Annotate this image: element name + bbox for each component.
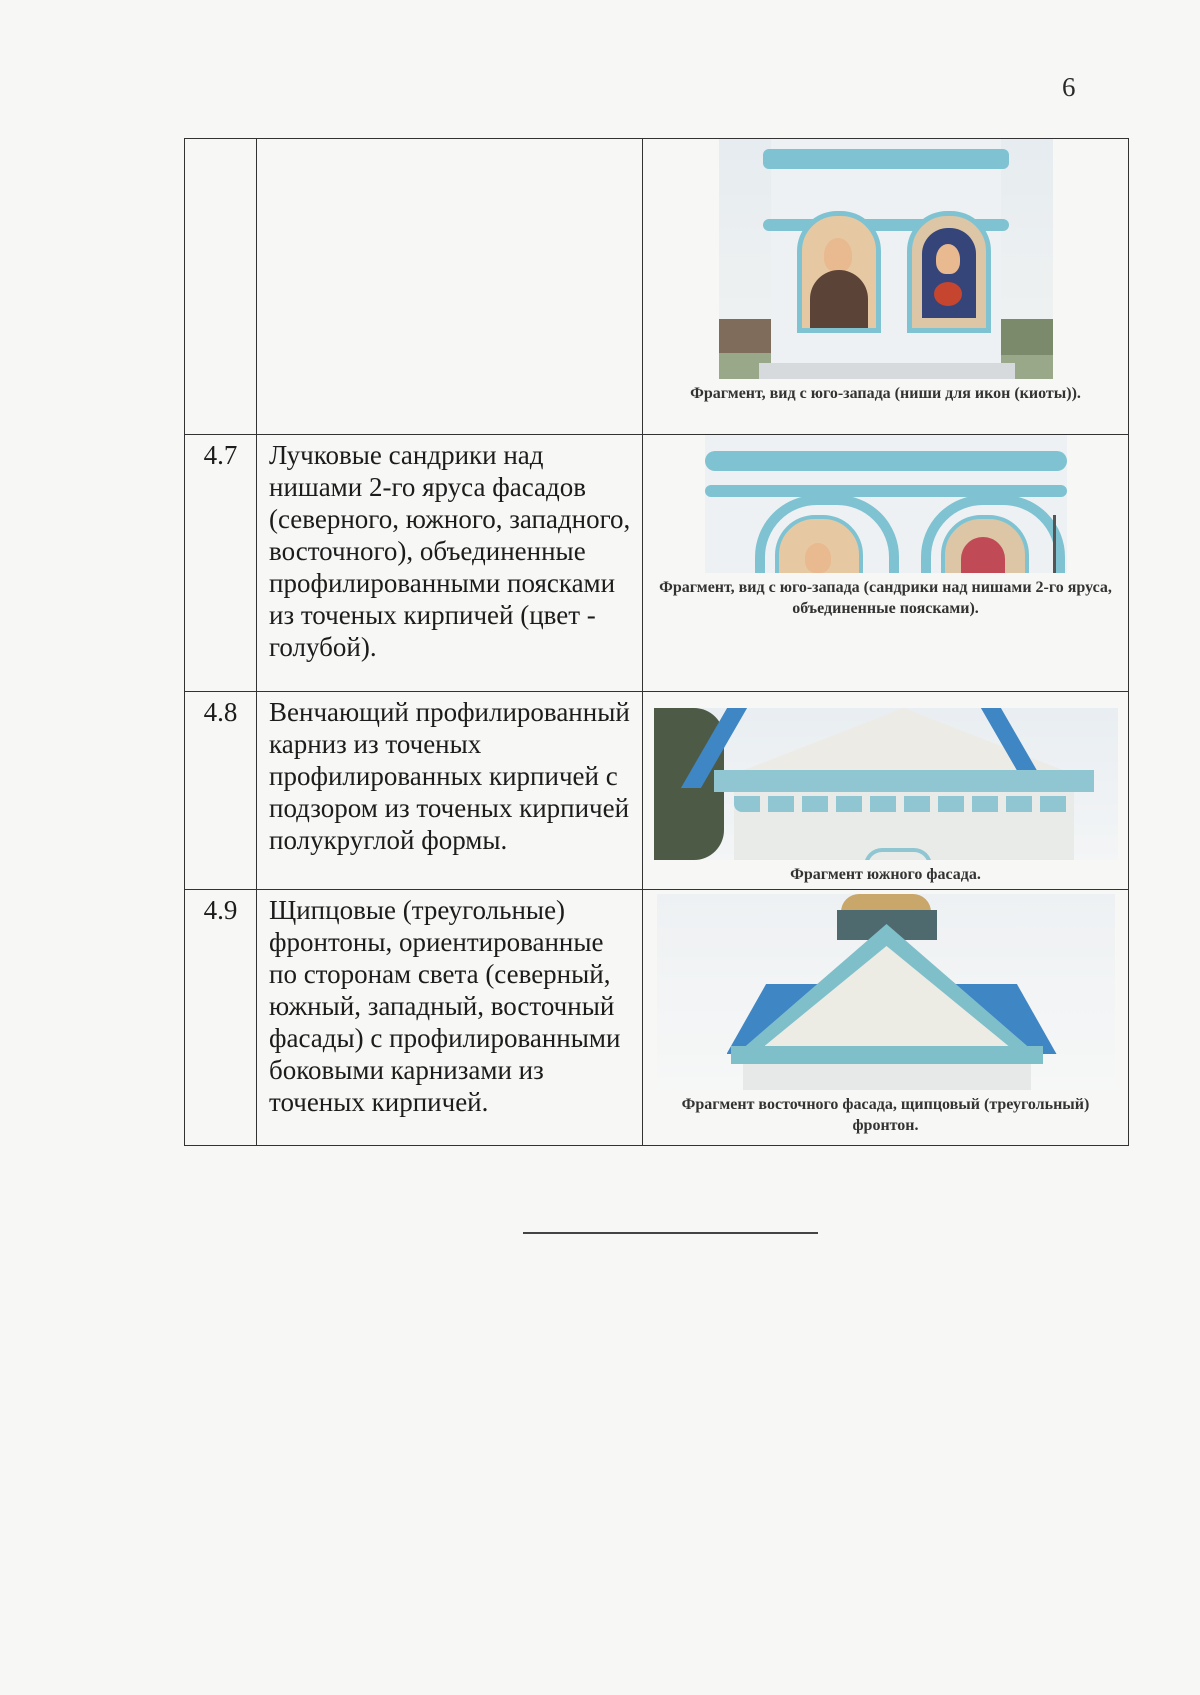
table-row [185, 890, 1129, 1146]
table-row [185, 692, 1129, 890]
photo-gable [657, 894, 1115, 1090]
row-number: 4.8 [185, 692, 257, 890]
photo-caption: Фрагмент, вид с юго-запада (сандрики над нишами 2-го яруса, объединенные поясками). [659, 579, 1112, 617]
photo-sandriki [705, 435, 1067, 573]
table-row [185, 139, 1129, 435]
monument-elements-table [184, 138, 1129, 1146]
page-number: 6 [1062, 72, 1076, 102]
photo-caption: Фрагмент восточного фасада, щипцовый (треугольный) фронтон. [681, 1096, 1090, 1134]
end-divider [523, 1232, 818, 1234]
row-number: 4.9 [185, 890, 257, 1146]
row-number [185, 139, 257, 435]
row-description [257, 139, 643, 435]
table-row [185, 435, 1129, 692]
row-description: Лучковые сандрики над нишами 2-го яруса фасадов (северного, южного, западного, восточного), объединенные профилированными поясками из точеных кирпичей (цвет - голубой). [257, 435, 643, 692]
photo-cornice [654, 708, 1118, 860]
row-description: Венчающий профилированный карниз из точеных профилированных кирпичей с подзором из точеных кирпичей полукруглой формы. [257, 692, 643, 890]
photo-cell [643, 692, 1129, 890]
photo-cell [643, 890, 1129, 1146]
photo-caption: Фрагмент, вид с юго-запада (ниши для икон (киоты)). [690, 385, 1081, 402]
photo-niches [719, 139, 1053, 379]
photo-caption: Фрагмент южного фасада. [790, 866, 981, 883]
row-number: 4.7 [185, 435, 257, 692]
photo-cell [643, 435, 1129, 692]
photo-cell [643, 139, 1129, 435]
row-description: Щипцовые (треугольные) фронтоны, ориентированные по сторонам света (северный, южный, западный, восточный фасады) с профилированными боковыми карнизами из точеных кирпичей. [257, 890, 643, 1146]
